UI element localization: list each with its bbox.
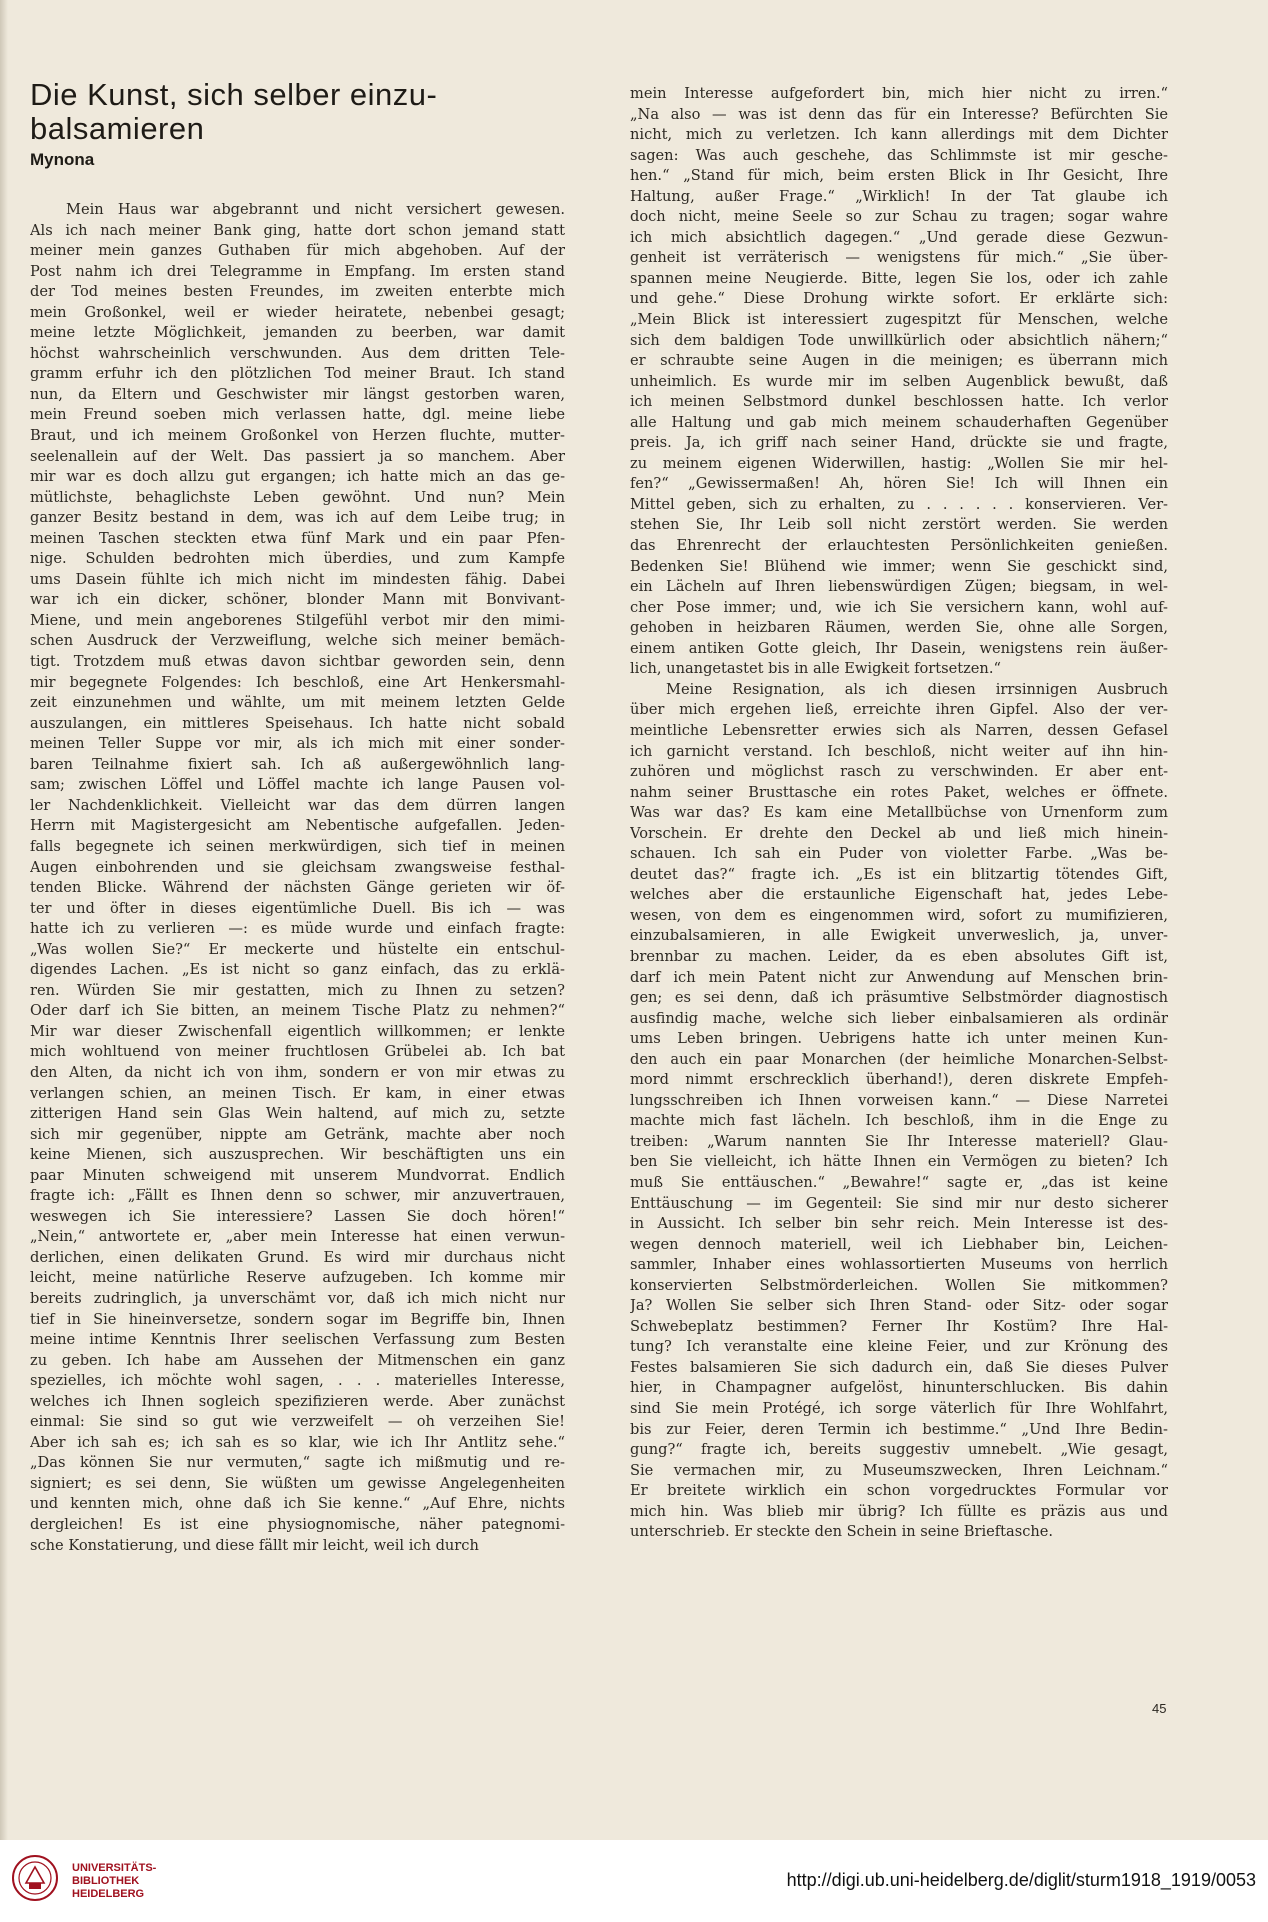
title-line-2: balsamieren	[30, 111, 205, 146]
text-line: paar Minuten schweigend mit unserem Mundvorrat. Endlich	[30, 1166, 565, 1184]
text-line: „Nein,“ antwortete er, „aber mein Interesse hat einen verwun-	[30, 1228, 565, 1246]
text-line: er schraubte seine Augen in die meinigen; es überrann mich	[630, 352, 1168, 370]
text-line: lich, unangetastet bis in alle Ewigkeit fortsetzen.“	[630, 660, 1001, 678]
text-line: auszulangen, ein mittleres Speisehaus. Ich hatte nicht sobald	[30, 714, 565, 732]
text-line: treiben: „Warum nannten Sie Ihr Interesse materiell? Glau-	[630, 1132, 1168, 1150]
text-line: zitterigen Hand sein Glas Wein haltend, auf mich zu, setzte	[30, 1105, 565, 1123]
text-line: den auch ein paar Monarchen (der heimliche Monarchen-Selbst-	[630, 1050, 1168, 1068]
text-line: spannen meine Neugierde. Bitte, legen Sie los, oder ich zahle	[630, 269, 1168, 287]
text-line: ler Nachdenklichkeit. Vielleicht war das dem dürren langen	[30, 796, 565, 814]
text-line: meine intime Kenntnis Ihrer seelischen Verfassung zum Besten	[30, 1331, 565, 1349]
text-line: hatte ich zu verlieren —: es müde wurde und einfach fragte:	[30, 920, 565, 938]
text-line: mütlichste, behaglichste Leben gewöhnt. Und nun? Mein	[30, 488, 565, 506]
text-line: zeit einzunehmen und wählte, um mit meinem letzten Gelde	[30, 694, 565, 712]
text-line: welches aber die erstaunliche Eigenschaft hat, jedes Lebe-	[630, 886, 1168, 904]
text-line: lungsschreiben ich Ihnen vorweisen kann.“ — Diese Narretei	[630, 1091, 1168, 1109]
text-line: einem antiken Gotte gleich, Ihr Dasein, wenigstens rein äußer-	[630, 639, 1168, 657]
text-line: bereits zudringlich, ja unverschämt vor, daß ich mich nicht nur	[30, 1289, 565, 1307]
title-line-1: Die Kunst, sich selber einzu-	[30, 77, 438, 112]
text-line: Enttäuschung — im Gegenteil: Sie sind mir nur desto sicherer	[630, 1194, 1168, 1212]
text-line: „Na also — was ist denn das für ein Interesse? Befürchten Sie	[630, 105, 1168, 123]
library-name-line-2: BIBLIOTHEK	[72, 1875, 140, 1887]
text-line: keine Mienen, sich auszusprechen. Wir beschäftigten uns ein	[30, 1146, 565, 1164]
text-line: seelenallein auf der Welt. Das passiert ja so manchem. Aber	[30, 447, 565, 465]
text-line: Er breitete wirklich ein schon vorgedrucktes Formular vor	[630, 1482, 1168, 1500]
text-line: ums Leben bringen. Uebrigens hatte ich unter meinen Kun-	[630, 1030, 1168, 1048]
text-line: weswegen ich Sie interessiere? Lassen Sie doch hören!“	[30, 1207, 565, 1225]
text-line: fen?“ „Gewissermaßen! Ah, hören Sie! Ich will Ihnen ein	[630, 475, 1168, 493]
text-line: meiner mein ganzes Guthaben für mich abgehoben. Auf der	[30, 242, 565, 260]
text-line: ren. Würden Sie mir gestatten, mich zu Ihnen zu setzen?	[30, 981, 565, 999]
text-line: ein Lächeln auf Ihren liebenswürdigen Zügen; biegsam, in wel-	[630, 578, 1168, 596]
library-name-line-1: UNIVERSITÄTS-	[72, 1862, 157, 1874]
text-line: mein Freund soeben mich verlassen hatte, dgl. meine liebe	[30, 406, 565, 424]
text-line: Festes balsamieren Sie sich dadurch ein, daß Sie dieses Pulver	[630, 1358, 1168, 1376]
text-line: Als ich nach meiner Bank ging, hatte dort schon jemand statt	[30, 221, 565, 239]
text-line: konservierten Selbstmörderleichen. Wollen Sie mitkommen?	[630, 1276, 1168, 1294]
text-line: nicht, mich zu verletzen. Ich kann allerdings mit dem Dichter	[630, 126, 1168, 144]
text-line: darf ich mein Patent nicht zur Anwendung auf Menschen brin-	[630, 968, 1168, 986]
text-line: unheimlich. Es wurde mir im selben Augenblick bewußt, daß	[630, 372, 1168, 390]
text-line: ich mich absichtlich dagegen.“ „Und gerade diese Gezwun-	[630, 228, 1168, 246]
text-line: zuhören und möglichst rasch zu verschwinden. Er aber ent-	[630, 763, 1168, 781]
text-line: meintliche Lebensretter erwies sich als Narren, dessen Gefasel	[630, 721, 1168, 739]
text-line: nahm seiner Brusttasche ein rotes Paket, welches er öffnete.	[630, 783, 1168, 801]
text-line: falls begegnete ich seinen merkwürdigen, sich tief in meinen	[30, 837, 565, 855]
text-line: war ich ein dicker, schöner, blonder Mann mit Bonvivant-	[30, 591, 565, 609]
text-line: Bedenken Sie! Blühend wie immer; wenn Sie geschickt sind,	[630, 557, 1168, 575]
text-line: mir begegnete Folgendes: Ich beschloß, eine Art Henkersmahl-	[30, 673, 565, 691]
text-line: mein Großonkel, weil er wieder heiratete, nebenbei gesagt;	[30, 303, 565, 321]
text-line: Braut, und ich meinem Großonkel von Herzen fluchte, mutter-	[30, 427, 565, 445]
text-line: tigt. Trotzdem muß etwas davon sichtbar geworden sein, denn	[30, 653, 565, 671]
text-line: sich mir gegenüber, nippte am Getränk, machte aber noch	[30, 1125, 565, 1143]
text-line: deutet das?“ fragte ich. „Es ist ein blitzartig tötendes Gift,	[630, 865, 1168, 883]
text-line: gen; es sei denn, daß ich präsumtive Selbstmörder diagnostisch	[630, 989, 1168, 1007]
text-line: hier, in Champagner aufgelöst, hinunterschlucken. Bis dahin	[630, 1379, 1168, 1397]
text-line: Schwebeplatz bestimmen? Ferner Ihr Kostüm? Ihre Hal-	[630, 1317, 1168, 1335]
text-line: preis. Ja, ich griff nach seiner Hand, drückte sie und fragte,	[630, 434, 1168, 452]
text-line: meine letzte Möglichkeit, jemanden zu beerben, war damit	[30, 324, 565, 342]
text-line: ich garnicht verstand. Ich beschloß, nicht weiter auf ihn hin-	[630, 742, 1168, 760]
text-line: nige. Schulden bedrohten mich überdies, und zum Kampfe	[30, 550, 565, 568]
text-line: tung? Ich veranstalte eine kleine Feier, und zur Krönung des	[630, 1338, 1168, 1356]
text-column-right	[630, 84, 1168, 1543]
text-line: ich meinen Selbstmord dunkel beschlossen hatte. Ich verlor	[630, 393, 1168, 411]
text-line: zu meinem eigenen Widerwillen, hastig: „Wollen Sie mir hel-	[630, 454, 1168, 472]
library-name	[72, 1862, 156, 1901]
text-line: sammler, Inhaber eines wohlassortierten Museums von herrlich	[630, 1256, 1168, 1274]
text-line: Herrn mit Magistergesicht am Nebentische aufgefallen. Jeden-	[30, 817, 565, 835]
text-line: verlangen schien, an meinen Tisch. Er kam, in einer etwas	[30, 1084, 565, 1102]
text-line: mein Interesse aufgefordert bin, mich hier nicht zu irren.“	[630, 85, 1168, 102]
text-line: Post nahm ich drei Telegramme in Empfang. Im ersten stand	[30, 262, 565, 280]
text-line: dergleichen! Es ist eine physiognomische, näher pategnomi-	[30, 1516, 565, 1533]
text-line: muß Sie enttäuschen.“ „Bewahre!“ sagte er, „das ist keine	[630, 1173, 1168, 1191]
text-line: ums Dasein fühlte ich mich nicht im mindesten fähig. Dabei	[30, 570, 565, 588]
text-line: in Aussicht. Ich selber bin sehr reich. Mein Interesse ist des-	[630, 1215, 1168, 1233]
text-line: schauen. Ich sah ein Puder von violetter Farbe. „Was be-	[630, 845, 1168, 863]
text-line: welches ich Ihnen sogleich spezifizieren werde. Aber zunächst	[30, 1392, 565, 1410]
text-line: cher Pose immer; und, wie ich Sie versichern kann, wohl auf-	[630, 598, 1168, 616]
text-line: baren Teilnahme fixiert sah. Ich aß außergewöhnlich lang-	[30, 755, 565, 773]
text-line: meinen Teller Suppe vor mir, als ich mich mit einer sonder-	[30, 735, 565, 753]
text-line: wesen, von dem es eingenommen wird, sofort zu mumifizieren,	[630, 906, 1168, 924]
text-line: stehen Sie, Ihr Leib soll nicht zerstört werden. Sie werden	[630, 516, 1168, 534]
source-url[interactable]: http://digi.ub.uni-heidelberg.de/diglit/sturm1918_1919/0053	[786, 1870, 1256, 1890]
text-line: sam; zwischen Löffel und Löffel machte ich lange Pausen vol-	[30, 776, 565, 794]
text-line: gramm erfuhr ich den plötzlichen Tod meiner Braut. Ich stand	[30, 365, 565, 383]
text-line: Mein Haus war abgebrannt und nicht versichert gewesen.	[66, 201, 565, 218]
text-line: sich dem baldigen Tode unwillkürlich oder absichtlich nähern;“	[630, 331, 1168, 349]
text-line: unterschrieb. Er steckte den Schein in seine Brieftasche.	[630, 1523, 1054, 1541]
text-line: der Tod meines besten Freundes, im zweiten enterbte mich	[30, 283, 565, 301]
text-line: signiert; es sei denn, Sie wüßten um gewisse Angelegenheiten	[30, 1474, 565, 1492]
text-line: und kennten mich, ohne daß ich Sie kenne.“ „Auf Ehre, nichts	[30, 1495, 565, 1513]
text-line: und gehe.“ Diese Drohung wirkte sofort. Er erklärte sich:	[630, 290, 1168, 308]
text-line: nun, da Eltern und Geschwister mir längst gestorben waren,	[30, 385, 565, 403]
text-line: Mittel geben, sich zu erhalten, zu . . . . . . konservieren. Ver-	[630, 495, 1168, 513]
text-line: gehoben in heizbaren Räumen, werden Sie, ohne alle Sorgen,	[630, 619, 1168, 637]
text-line: Oder darf ich Sie bitten, an meinem Tische Platz zu nehmen?“	[30, 1002, 565, 1020]
text-line: fragte ich: „Fällt es Ihnen denn so schwer, mir anzuvertrauen,	[30, 1187, 565, 1205]
text-line: „Das können Sie nur vermuten,“ sagte ich mißmutig und re-	[30, 1454, 565, 1472]
text-line: genheit ist verräterisch — wenigstens für mich.“ „Sie über-	[630, 249, 1168, 267]
article-title	[30, 78, 570, 146]
text-line: alle Haltung und gab mich meinem schauderhaften Gegenüber	[630, 413, 1168, 431]
text-line: ganzer Besitz bestand in dem, was ich auf dem Leibe trug; in	[30, 509, 565, 527]
text-line: sind Sie mein Protégé, ich sorge väterlich für Ihre Wohlfahrt,	[630, 1400, 1168, 1417]
text-line: derlichen, einen delikaten Grund. Es wird mir durchaus nicht	[30, 1248, 565, 1266]
text-line: über mich ergehen ließ, erreichte ihren Gipfel. Also der ver-	[630, 701, 1168, 719]
library-name-line-3: HEIDELBERG	[72, 1888, 145, 1900]
text-line: das Ehrenrecht der erlauchtesten Persönlichkeiten genießen.	[630, 537, 1168, 555]
text-line: doch nicht, meine Seele so zur Schau zu tragen; sogar wahre	[630, 208, 1168, 226]
text-line: ausfindig mache, welche sich lieber einbalsamieren als ordinär	[630, 1009, 1168, 1027]
text-line: den Alten, da nicht ich von ihm, sondern er von mir etwas zu	[30, 1063, 565, 1081]
text-line: mord nimmt erschrecklich überhand!), deren diskrete Empfeh-	[630, 1071, 1168, 1089]
text-line: Haltung, außer Frage.“ „Wirklich! In der Tat glaube ich	[630, 187, 1168, 205]
text-line: Vorschein. Er drehte den Deckel ab und ließ mich hinein-	[630, 824, 1168, 842]
text-line: ter und öfter in dieses eigentümliche Duell. Bis ich — was	[30, 899, 565, 917]
text-line: einmal: Sie sind so gut wie verzweifelt — oh verzeihen Sie!	[30, 1413, 565, 1431]
text-line: bis zur Feier, deren Termin ich bestimme.“ „Und Ihre Bedin-	[630, 1420, 1168, 1438]
text-line: wegen dennoch materiell, weil ich Liebhaber bin, Leichen-	[630, 1235, 1168, 1253]
text-line: tief in Sie hineinversetze, sondern sogar im Begriffe bin, Ihnen	[30, 1310, 565, 1328]
text-line: einzubalsamieren, in alle Ewigkeit unverweslich, ja, unver-	[630, 927, 1168, 945]
text-line: digendes Lachen. „Es ist nicht so ganz einfach, das zu erklä-	[30, 961, 565, 979]
text-line: sche Konstatierung, und diese fällt mir leicht, weil ich durch	[30, 1536, 479, 1554]
page-edge-shadow	[0, 0, 8, 1840]
text-column-left	[30, 200, 565, 1556]
text-line: hen.“ „Stand für mich, beim ersten Blick in Ihr Gesicht, Ihre	[630, 167, 1168, 185]
author-name: Mynona	[30, 150, 95, 169]
text-line: Aber ich sah es; ich sah es so klar, wie ich Ihr Antlitz sehe.“	[30, 1433, 565, 1451]
text-line: sagen: Was auch geschehe, das Schlimmste ist mir gesche-	[630, 146, 1168, 164]
text-line: schen Ausdruck der Verzweiflung, welche sich meiner bemäch-	[30, 632, 565, 650]
text-line: spezielles, ich möchte wohl sagen, . . . materielles Interesse,	[30, 1372, 565, 1390]
text-line: gung?“ fragte ich, bereits suggestiv umnebelt. „Wie gesagt,	[630, 1441, 1168, 1459]
text-line: Augen einbohrenden und sie gleichsam zwangsweise festhal-	[30, 858, 565, 876]
text-line: leicht, meine natürliche Reserve aufzugeben. Ich komme mir	[30, 1269, 565, 1287]
text-line: zu geben. Ich habe am Aussehen der Mitmenschen ein ganz	[30, 1351, 565, 1369]
text-line: brennbar zu machen. Leider, da es eben absolutes Gift ist,	[630, 947, 1168, 965]
text-line: ben Sie vielleicht, ich hätte Ihnen ein Vermögen zu bieten? Ich	[630, 1153, 1168, 1171]
text-line: Miene, und mein angeborenes Stilgefühl verbot mir den mimi-	[30, 611, 565, 629]
text-line: Ja? Wollen Sie selber sich Ihren Stand- oder Sitz- oder sogar	[630, 1297, 1168, 1315]
text-line: höchst wahrscheinlich verschwunden. Aus dem dritten Tele-	[30, 344, 565, 362]
text-line: „Was wollen Sie?“ Er meckerte und hüstelte ein entschul-	[30, 940, 565, 958]
text-line: Sie vermachen mir, zu Museumszwecken, Ihren Leichnam.“	[630, 1461, 1168, 1479]
text-line: Meine Resignation, als ich diesen irrsinnigen Ausbruch	[666, 680, 1168, 698]
text-line: tenden Blicke. Während der nächsten Gänge gerieten wir öf-	[30, 879, 565, 897]
text-line: mich wohltuend von meiner fruchtlosen Grübelei ab. Ich bat	[30, 1043, 565, 1061]
text-line: mich hin. Was blieb mir übrig? Ich füllte es präzis aus und	[630, 1502, 1168, 1520]
text-line: „Mein Blick ist interessiert zugespitzt für Menschen, welche	[630, 311, 1168, 329]
text-line: Was war das? Es kam eine Metallbüchse von Urnenform zum	[630, 804, 1168, 822]
text-line: Mir war dieser Zwischenfall eigentlich willkommen; er lenkte	[30, 1022, 565, 1040]
text-line: meinen Taschen steckten etwa fünf Mark und ein paar Pfen-	[30, 529, 565, 547]
text-line: mir war es doch allzu gut ergangen; ich hatte mich an das ge-	[30, 468, 565, 486]
page-number: 45	[1152, 1701, 1167, 1716]
university-seal-icon	[10, 1853, 60, 1903]
text-line: machte mich fast lächeln. Ich beschloß, ihm in die Enge zu	[630, 1112, 1168, 1130]
